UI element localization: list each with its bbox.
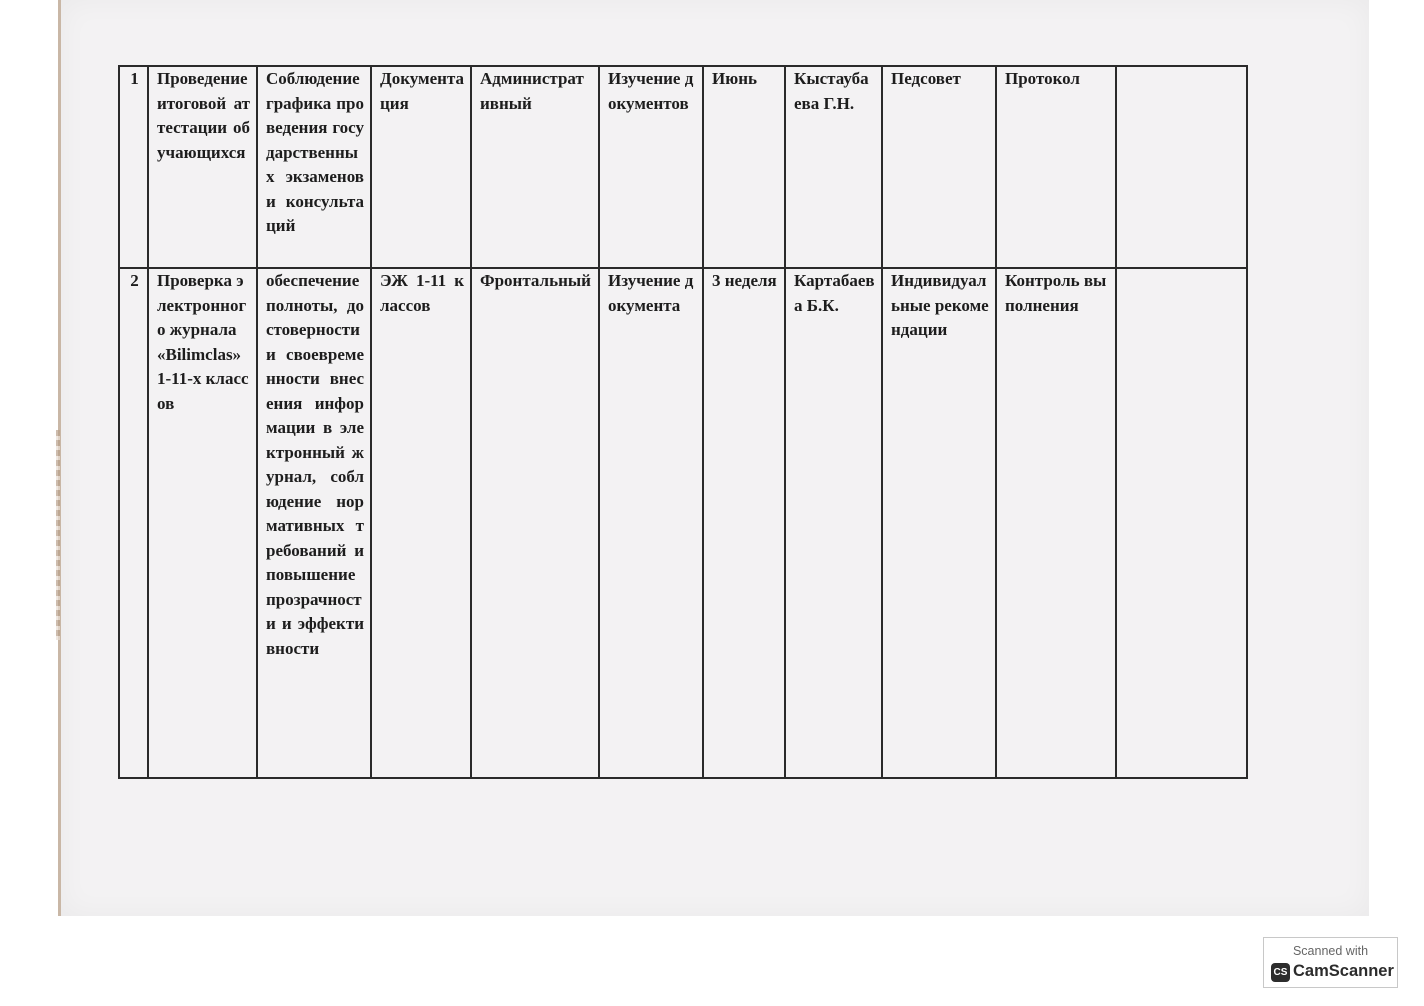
cell-extra [1116, 66, 1247, 268]
cell-control-type: Фронтальный [471, 268, 599, 778]
cell-review-place: Индивидуальные рекомендации [882, 268, 996, 778]
cell-object: Документация [371, 66, 471, 268]
camscanner-logo-icon: CS [1271, 963, 1290, 982]
control-plan-table [118, 65, 1248, 779]
cell-responsible: Кыстаубаева Г.Н. [785, 66, 882, 268]
cell-result: Протокол [996, 66, 1116, 268]
cell-number: 1 [119, 66, 148, 268]
cell-goal: Соблюдение графика проведения государственных экзаменов и консультаций [257, 66, 371, 268]
cell-control-type: Административный [471, 66, 599, 268]
cell-event: Проведение итоговой аттестации обучающихся [148, 66, 257, 268]
table-row [119, 268, 1247, 778]
cell-goal: обеспечение полноты, достоверности и своевременности внесения информации в электронный журнал, соблюдение нормативных требований и повышение прозрачности и эффективности [257, 268, 371, 778]
cell-number: 2 [119, 268, 148, 778]
cell-event: Проверка электронного журнала «Bilimclas» 1-11-х классов [148, 268, 257, 778]
cell-term: 3 неделя [703, 268, 785, 778]
cell-result: Контроль выполнения [996, 268, 1116, 778]
scan-edge-marks [56, 430, 60, 640]
table-row [119, 66, 1247, 268]
cell-extra [1116, 268, 1247, 778]
watermark-caption: Scanned with [1292, 944, 1369, 958]
cell-method: Изучение документа [599, 268, 703, 778]
cell-review-place: Педсовет [882, 66, 996, 268]
cell-term: Июнь [703, 66, 785, 268]
watermark-brand: CamScanner [1293, 962, 1394, 980]
cell-object: ЭЖ 1-11 классов [371, 268, 471, 778]
cell-responsible: Картабаева Б.К. [785, 268, 882, 778]
cell-method: Изучение документов [599, 66, 703, 268]
camscanner-watermark [1263, 937, 1398, 988]
